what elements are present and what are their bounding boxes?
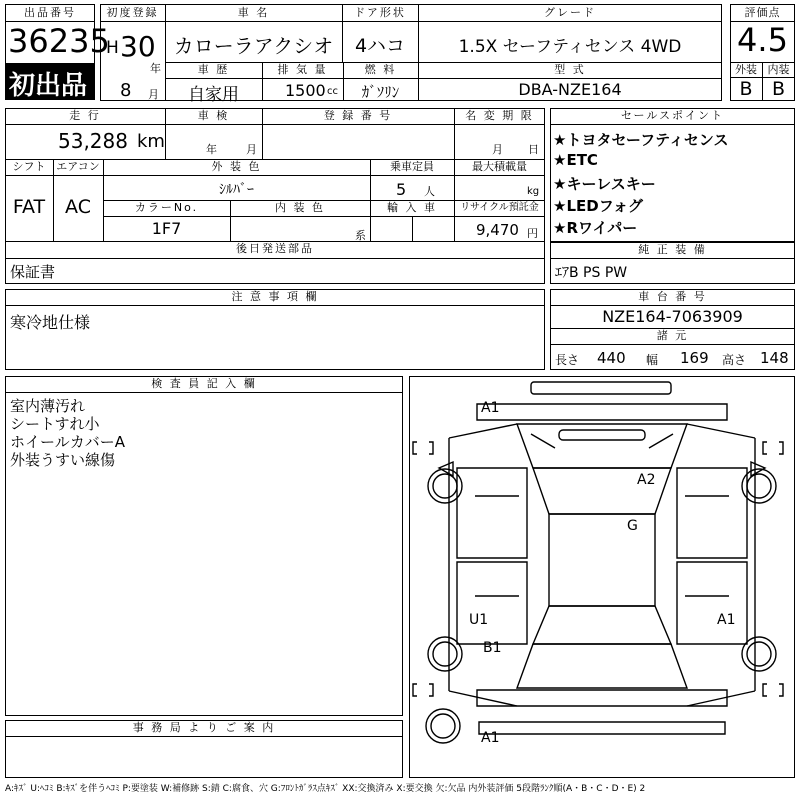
- lot-number-label: 出品番号: [24, 6, 76, 19]
- inspector-label: 検 査 員 記 入 欄: [151, 377, 257, 390]
- bracket-marks: [413, 442, 783, 696]
- mileage: 53,288: [58, 129, 128, 153]
- recycle-label: リサイクル預託金: [460, 202, 539, 213]
- width: 169: [680, 349, 709, 367]
- int-color-unit: 系: [355, 229, 366, 242]
- ext-color-label: 外 装 色: [211, 160, 262, 173]
- car-name-label: 車 名: [237, 6, 270, 19]
- damage-mark-windshield: G: [627, 518, 638, 534]
- air-conditioner: AC: [65, 196, 91, 218]
- first-listing-text: 初出品: [9, 71, 88, 101]
- interior-grade: B: [771, 78, 786, 100]
- capacity-label: 乗車定員: [390, 160, 434, 173]
- grade: 1.5X セーフティセンス 4WD: [458, 37, 682, 57]
- later-parts: 保証書: [10, 263, 56, 281]
- import-label: 輸 入 車: [387, 201, 437, 214]
- color-number: 1F7: [151, 219, 182, 238]
- equipment-label: 純 正 装 備: [638, 243, 707, 256]
- height-label: 高さ: [722, 353, 747, 367]
- inspector-note-4: 外装うすい線傷: [10, 451, 116, 469]
- history-label: 車 歴: [197, 63, 230, 76]
- month-unit: 月: [148, 88, 159, 101]
- damage-mark-front-bumper: A1: [481, 400, 500, 416]
- inspector-note-1: 室内薄汚れ: [10, 397, 86, 415]
- model-label: 型 式: [554, 63, 586, 76]
- caution-text: 寒冷地仕様: [10, 313, 91, 332]
- caution-label: 注 意 事 項 欄: [231, 290, 319, 303]
- ac-label: エアコン: [56, 160, 100, 173]
- dimensions-label: 諸 元: [656, 329, 689, 342]
- exterior-label: 外装: [735, 63, 757, 76]
- width-label: 幅: [646, 353, 659, 367]
- sales-point-3: ★キーレスキー: [553, 175, 656, 193]
- length-label: 長さ: [555, 353, 580, 367]
- fuel: ｶﾞｿﾘﾝ: [361, 83, 400, 101]
- office-label: 事 務 局 よ り ご 案 内: [132, 721, 276, 734]
- exterior-color: ｼﾙﾊﾞｰ: [219, 182, 254, 198]
- displacement-unit: cc: [327, 86, 338, 97]
- month-no: 8: [120, 80, 132, 101]
- door-label: ドア形状: [354, 6, 406, 19]
- first-reg-label: 初度登録: [106, 6, 159, 19]
- era: H: [106, 38, 119, 58]
- shift: FAT: [12, 196, 46, 218]
- color-no-label: カラーNo.: [134, 201, 199, 214]
- equipment: ｴｱB PS PW: [555, 265, 628, 281]
- exterior-grade: B: [739, 78, 753, 100]
- year-unit: 年: [150, 62, 161, 75]
- inspection-year-unit: 年: [206, 143, 217, 156]
- reg-no-label: 登 録 番 号: [323, 109, 393, 122]
- inspection-label: 車 検: [197, 109, 230, 122]
- damage-mark-left-rear-wheel: B1: [483, 640, 502, 656]
- shift-label: シフト: [12, 160, 46, 173]
- interior-label: 内装: [767, 63, 790, 76]
- grade-label: グレード: [544, 6, 596, 19]
- chassis-label: 車 台 番 号: [638, 290, 707, 303]
- recycle-unit: 円: [527, 227, 538, 240]
- sales-label: セールスポイント: [620, 109, 724, 122]
- sales-point-4: ★LEDフォグ: [553, 197, 643, 215]
- car-name: カローラアクシオ: [173, 34, 334, 58]
- fuel-label: 燃 料: [364, 63, 397, 76]
- displacement: 1500: [285, 81, 326, 100]
- mileage-unit: km: [137, 131, 165, 152]
- sales-point-1: ★トヨタセーフティセンス: [553, 131, 729, 149]
- door-type: 4ハコ: [354, 35, 406, 57]
- inspection-month-unit: 月: [246, 143, 257, 156]
- damage-mark-right-rear-door: A1: [717, 612, 736, 628]
- car-outline: [439, 382, 765, 734]
- history: 自家用: [188, 85, 239, 105]
- capacity: 5: [396, 180, 407, 199]
- height: 148: [760, 349, 789, 367]
- inspector-note-3: ホイールカバーA: [10, 433, 125, 451]
- year-no: 30: [120, 30, 156, 63]
- int-color-label: 内 装 色: [275, 201, 325, 214]
- lot-number: 36235: [8, 22, 110, 60]
- sales-point-2: ★ETC: [553, 151, 598, 169]
- length: 440: [597, 349, 626, 367]
- damage-mark-hood: A2: [637, 472, 656, 488]
- later-parts-label: 後日発送部品: [236, 242, 314, 255]
- overall-score: 4.5: [737, 21, 788, 59]
- name-change-month-unit: 月: [492, 143, 503, 156]
- capacity-unit: 人: [424, 185, 435, 198]
- damage-legend: A:ｷｽﾞ U:ﾍｺﾐ B:ｷｽﾞを伴うﾍｺﾐ P:要塗装 W:補修跡 S:錆 C:腐食、穴 G:ﾌﾛﾝﾄｶﾞﾗｽ点ｷｽﾞ XX:交換済み X:要交換 欠:欠品 内外装評価 5段階ﾗﾝｸ順(A・B・C・D・E) 2: [5, 784, 646, 794]
- name-change-label: 名 変 期 限: [465, 109, 534, 122]
- chassis-number: NZE164-7063909: [602, 307, 743, 326]
- max-load-unit: kg: [527, 186, 540, 197]
- sales-point-5: ★Rワイパー: [553, 219, 638, 237]
- inspector-note-2: シートすれ小: [10, 415, 100, 433]
- score-label: 評価点: [744, 6, 781, 19]
- max-load-label: 最大積載量: [472, 160, 527, 173]
- model-code: DBA-NZE164: [518, 80, 622, 99]
- name-change-day-unit: 日: [528, 143, 539, 156]
- damage-mark-rear-bumper: A1: [481, 730, 500, 746]
- recycle-fee: 9,470: [476, 221, 519, 239]
- damage-mark-left-rear-door: U1: [469, 612, 489, 628]
- displacement-label: 排 気 量: [277, 63, 328, 76]
- mileage-label: 走 行: [69, 109, 101, 122]
- car-diagram: [409, 376, 795, 778]
